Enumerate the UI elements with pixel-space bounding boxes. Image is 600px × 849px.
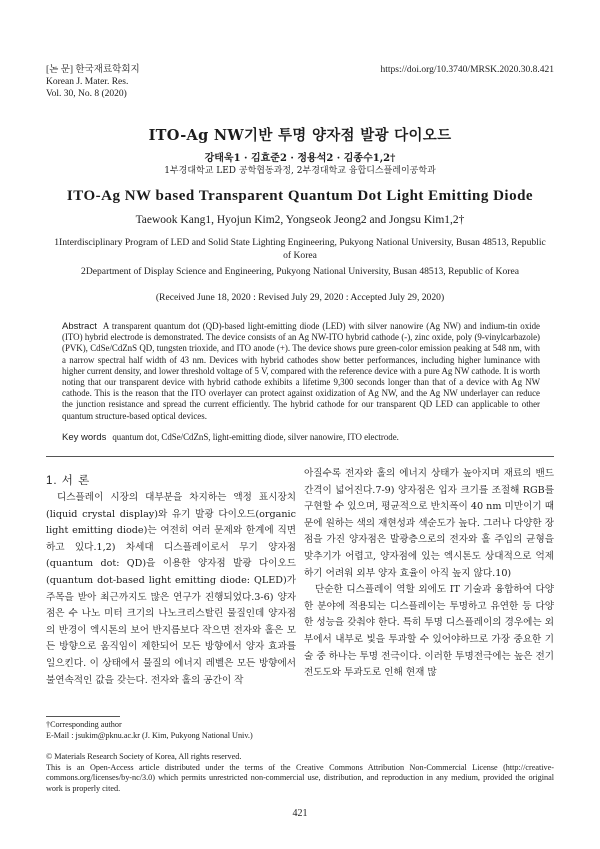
keywords: [62, 432, 540, 443]
journal-name-en: Korean J. Mater. Res.: [46, 77, 129, 87]
section-title-introduction: 1. 서 론: [46, 475, 91, 487]
affiliations-english: [50, 236, 550, 278]
affiliation-1: 1Interdisciplinary Program of LED and Solid State Lighting Engineering, Pukyong National University, Busan 48513, Republic of Korea: [54, 237, 546, 261]
title-korean: ITO-Ag NW기반 투명 양자점 발광 다이오드: [148, 127, 452, 144]
license-text: This is an Open-Access article distributed under the terms of the Creative Commons Attribution Non-Commercial License (http://creative-commons.org/licenses/by-nc/3.0) which permits unrestricted non-commercial use, distribution, and reproduction in any medium, provided the original work is properly cited.: [46, 762, 554, 793]
footnote-divider: [46, 716, 120, 717]
journal-name-ko: [논 문] 한국재료학회지: [46, 65, 140, 75]
keywords-text: quantum dot, CdSe/CdZnS, light-emitting diode, silver nanowire, ITO electrode.: [112, 432, 399, 442]
section-divider: [46, 456, 554, 457]
abstract-text: A transparent quantum dot (QD)-based light-emitting diode (LED) with silver nanowire (Ag NW) and indium-tin oxide (ITO) hybrid electrode is demonstrated. The device consists of an Ag NW-ITO hybrid cathode (-), zinc oxide, poly (9-vinylcarbazole) (PVK), CdSe/CdZnS QD, tungsten trioxide, and ITO anode (+). The device shows pure green-color emission peaking at 548 nm, with a narrow spectral half width of 43 nm. Devices with hybrid cathodes show better performances, including higher luminance with higher current density, and lower threshold voltage of 5 V, compared with the reference device with a pure Ag NW cathode. It is worth noting that our transparent device with hybrid cathode exhibits a lifetime 9,300 seconds longer than that of a device with Ag NW cathode. This is the reason that the ITO overlayer can protect against oxidization of Ag NW, and the Ag NW underlayer can reduce the junction resistance and spread the current efficiently. The hybrid cathode for our transparent QD LED can applicable to other quantum structure-based optical devices.: [62, 321, 540, 421]
authors-english: Taewook Kang1, Hyojun Kim2, Yongseok Jeong2 and Jongsu Kim1,2†: [135, 214, 465, 226]
footnote-correspondence: [46, 720, 554, 741]
affiliation-2: 2Department of Display Science and Engineering, Pukyong National University, Busan 48513, Republic of Korea: [81, 266, 519, 277]
body-paragraph: 아질수록 전자와 홀의 에너지 상태가 높아지며 재료의 밴드 간격이 넓어진다.7-9) 양자점은 입자 크기를 조절해 RGB를 구현할 수 있으며, 평균적으로 반치폭이 40 nm 미만이기 때문에 원하는 색의 재현성과 색순도가 높다. 그러나 다양한 장점을 가진 양자점은 발광층으로의 전자와 홀 주입의 균형을 맞추기가 어렵고, 양자점에 있는 엑시톤도 상대적으로 억제하기 어려워 외부 양자 효율이 아직 높지 않다.10): [304, 468, 554, 579]
body-paragraph: 단순한 디스플레이 역할 외에도 IT 기술과 융합하여 다양한 분야에 적용되는 디스플레이는 투명하고 유연한 등 다양한 성능을 갖춰야 한다. 특히 투명 디스플레이의 경우에는 외부에서 내부로 빛을 투과할 수 있어야하므로 가장 중요한 기술 중 하나는 투명 전극이다. 이러한 투명전극에는 높은 전기 전도도와 투과도로 인해 현재 많: [304, 584, 554, 679]
corresponding-email[interactable]: E-Mail : jsukim@pknu.ac.kr (J. Kim, Pukyong National Univ.): [46, 730, 253, 740]
authors-korean: 강태욱1 · 김효준2 · 정용석2 · 김종수1,2†: [204, 153, 396, 164]
abstract-label: Abstract: [62, 321, 97, 332]
keywords-label: Key words: [62, 432, 107, 443]
received-dates: (Received June 18, 2020 : Revised July 29, 2020 : Accepted July 29, 2020): [155, 292, 445, 303]
footnote-license: [46, 752, 554, 794]
affiliation-korean: 1부경대학교 LED 공학협동과정, 2부경대학교 융합디스플레이공학과: [164, 166, 436, 176]
doi-link[interactable]: https://doi.org/10.3740/MRSK.2020.30.8.421: [380, 65, 554, 75]
title-english: ITO-Ag NW based Transparent Quantum Dot Light Emitting Diode: [66, 188, 534, 204]
journal-volume: Vol. 30, No. 8 (2020): [46, 89, 127, 99]
corresponding-author: †Corresponding author: [46, 720, 122, 729]
copyright-notice: © Materials Research Society of Korea, All rights reserved.: [46, 752, 242, 761]
body-column-right: [304, 466, 554, 682]
abstract: [62, 321, 540, 422]
body-column-left: 디스플레이 시장의 대부분을 차지하는 액정 표시장치(liquid crystal display)와 유기 발광 다이오드(organic light emitting diode)는 여전히 여러 문제와 한계에 직면하고 있다.1,2) 차세대 디스플레이로서 무기 양자점(quantum dot: QD)을 이용한 양자점 발광 다이오드(quantum dot-based light emitting diode: QLED)가 주목을 받아 최근까지도 많은 연구가 진행되었다.3-6) 양자점은 수 나노 미터 크기의 나노크리스탈린 물질인데 양자점의 반경이 엑시톤의 보어 반지름보다 작으면 전자와 홀은 모든 방향으로 움직임이 제한되어 모든 방향에서 양자 효과를 일으킨다. 이 상태에서 물질의 에너지 레벨은 모든 방향에서 불연속적인 값을 갖는다. 전자와 홀의 공간이 작: [46, 492, 296, 686]
page-number: 421: [292, 808, 308, 819]
journal-header: [46, 64, 140, 100]
